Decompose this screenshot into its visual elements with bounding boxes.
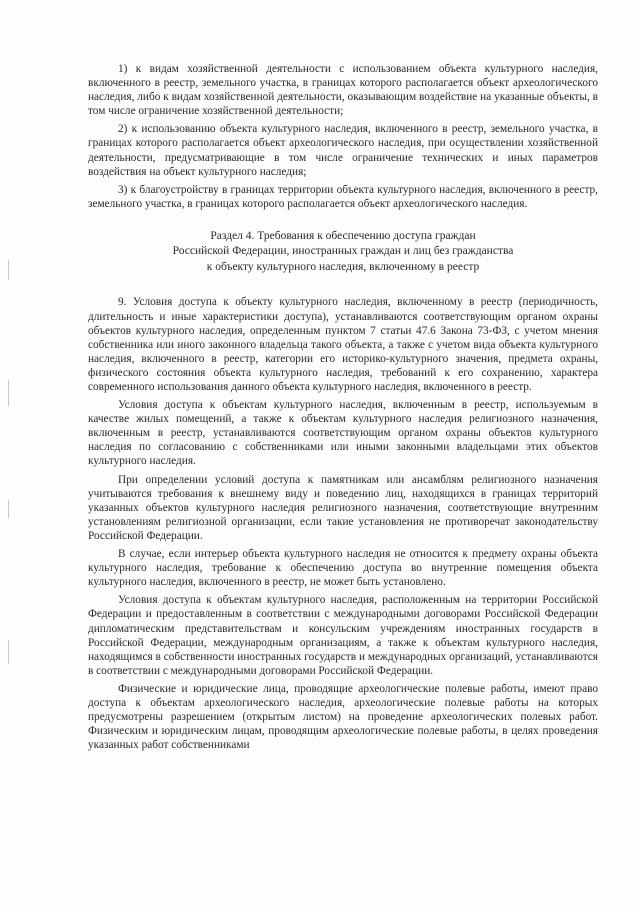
paragraph-item-2: 2) к использованию объекта культурного наследия, включенного в реестр, земельного участка, в границах которого располагается объект археологического наследия, при осуществлении хозяйственной деятельности, предусматривающие в том числе ограничение технических и иных параметров воздействия на объект культурного наследия;: [88, 123, 598, 178]
section-heading-line-3: к объекту культурного наследия, включенному в реестр: [206, 260, 480, 273]
section-heading-line-2: Российской Федерации, иностранных граждан и лиц без гражданства: [172, 245, 514, 258]
paragraph-diplomatic-access: Условия доступа к объектам культурного наследия, расположенным на территории Российской Федерации и предоставленным в соответствии с международными договорами Российской Федерации дипломатическим представительствам и консульским учреждениям иностранных государств в Российской Федерации, международным организациям, а также к объектам культурного наследия, находящимся в собственности иностранных государств и международных организаций, устанавливаются в соответствии с международными договорами Российской Федерации.: [88, 594, 598, 677]
document-body: [88, 62, 598, 752]
paragraph-religious-access: При определении условий доступа к памятникам или ансамблям религиозного назначения учитываются требования к внешнему виду и поведению лиц, находящихся в границах территорий указанных объектов культурного наследия религиозного назначения, соответствующие внутренним установлениям религиозной организации, если такие установления не противоречат законодательству Российской Федерации.: [88, 473, 598, 542]
section-heading-line-1: Раздел 4. Требования к обеспечению доступа граждан: [210, 229, 476, 242]
paragraph-archaeology-access: Физические и юридические лица, проводящие археологические полевые работы, имеют право доступа к объектам археологического наследия, археологические полевые работы на которых предусмотрены разрешением (открытым листом) на проведение археологических полевых работ. Физическим и юридическим лицам, проводящим археологические полевые работы, в целях проведения указанных работ собственниками: [88, 682, 598, 752]
paragraph-residential-access: Условия доступа к объектам культурного наследия, включенным в реестр, используемым в качестве жилых помещений, а также к объектам культурного наследия религиозного назначения, включенным в реестр, устанавливаются соответствующим органом охраны объектов культурного наследия по согласованию с собственниками или иными законными владельцами этих объектов культурного наследия.: [88, 399, 598, 468]
paragraph-item-3: 3) к благоустройству в границах территории объекта культурного наследия, включенного в реестр, земельного участка, в границах которого располагается объект археологического наследия.: [88, 183, 598, 210]
paragraph-item-1: 1) к видам хозяйственной деятельности с использованием объекта культурного наследия, включенного в реестр, земельного участка, в границах которого располагается объект археологического наследия, либо к видам хозяйственной деятельности, оказывающим воздействие на указанные объекты, в том числе ограничение хозяйственной деятельности;: [88, 63, 598, 118]
paragraph-interior-access: В случае, если интерьер объекта культурного наследия не относится к предмету охраны объекта культурного наследия, требование к обеспечению доступа во внутренние помещения объекта культурного наследия, включенного в реестр, не может быть установлено.: [88, 548, 598, 589]
paragraph-9: 9. Условия доступа к объекту культурного наследия, включенному в реестр (периодичность, длительность и иные характеристики доступа), устанавливаются соответствующим органом охраны объектов культурного наследия, определенным пунктом 7 статьи 47.6 Закона 73-ФЗ, с учетом мнения собственника или иного законного владельца такого объекта, а также с учетом вида объекта культурного наследия, включенного в реестр, категории его историко-культурного значения, предмета охраны, физического состояния объекта культурного наследия, требований к его сохранению, характера современного использования данного объекта культурного наследия, включенного в реестр.: [88, 296, 598, 393]
scan-margin-marks: [8, 260, 12, 780]
section-heading: [88, 229, 598, 276]
